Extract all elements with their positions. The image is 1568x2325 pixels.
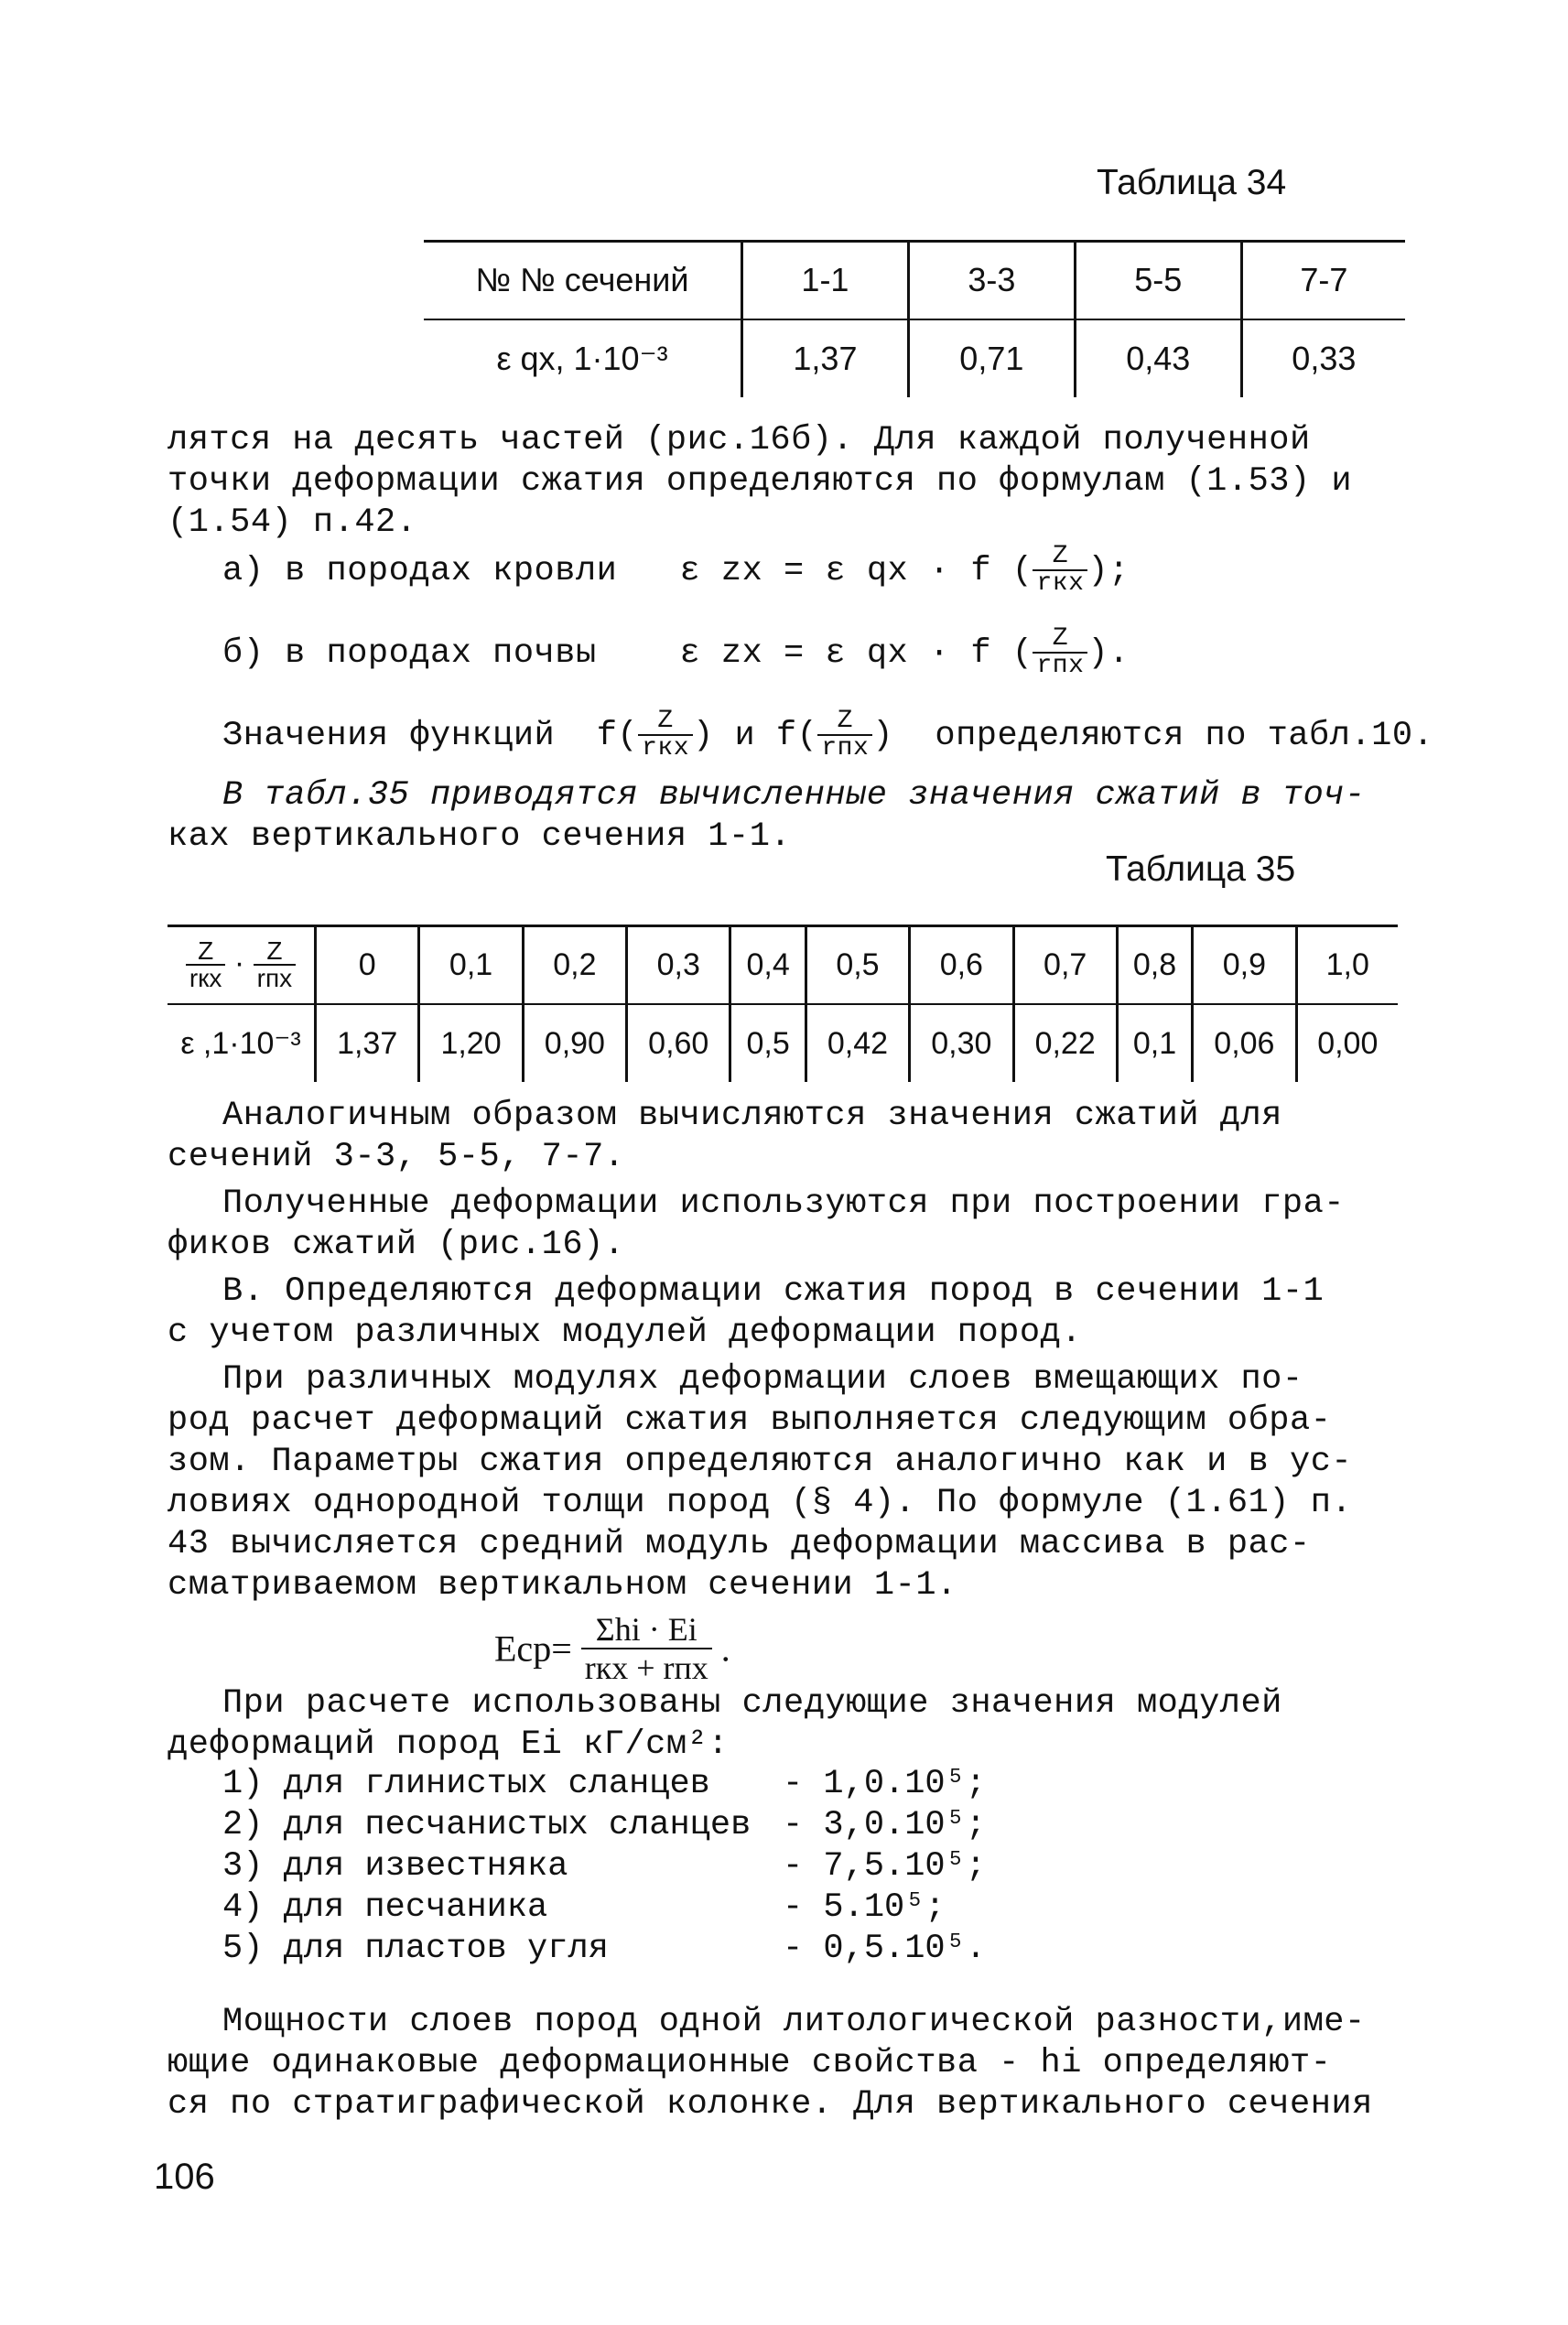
f2-den: rпx [821, 734, 870, 762]
para6-line1: При различных модулях деформации слоев вмещающих по- [222, 1360, 1303, 1399]
para6-line2: род расчет деформаций сжатия выполняется следующим обра- [168, 1401, 1332, 1440]
table34-col: 7-7 [1241, 242, 1405, 319]
table35-col: 0,2 [523, 926, 626, 1004]
table35-caption: Таблица 35 [1106, 849, 1296, 889]
para8-line3: ся по стратиграфической колонке. Для вертикального сечения [168, 2085, 1373, 2124]
table35-cell: 0,30 [910, 1004, 1013, 1082]
ecp-end: . [720, 1628, 730, 1670]
table35-cell: 0,5 [730, 1004, 806, 1082]
para7-line1: При расчете использованы следующие значения модулей [222, 1684, 1282, 1723]
table34-col: 1-1 [742, 242, 909, 319]
para1-line3: (1.54) п.42. [168, 503, 417, 542]
para5-line1: В. Определяются деформации сжатия пород в сечении 1-1 [222, 1272, 1325, 1311]
formula-b: б) в породах почвы ε zx = ε qx · f ( $\frac{Z}{\text{rпx}}$ ). [222, 624, 1130, 680]
para6-line6: сматриваемом вертикальном сечении 1-1. [168, 1566, 957, 1605]
table35-cell: 0,1 [1117, 1004, 1192, 1082]
para8-line1: Мощности слоев пород одной литологической разности,име- [222, 2003, 1366, 2041]
table35-col: 0,1 [419, 926, 523, 1004]
para1-line2: точки деформации сжатия определяются по формулам (1.53) и [168, 462, 1353, 501]
table35-col: 0,6 [910, 926, 1013, 1004]
table35-col: 0,7 [1013, 926, 1117, 1004]
f1-num: Z [638, 708, 693, 736]
para8-line2: ющие одинаковые деформационные свойства - hi определяют- [168, 2044, 1332, 2082]
t35-num1: Z [186, 938, 226, 966]
ecp-den: rкx + rпx [584, 1649, 708, 1686]
ecp-fraction [581, 1611, 712, 1686]
formula-a-den: rкx [1036, 569, 1085, 598]
table34-cell: 0,71 [908, 319, 1075, 397]
functions-start: Значения функций [222, 716, 556, 755]
moduli-item [222, 1765, 710, 1803]
table34 [424, 242, 1405, 397]
moduli-item-value: - 5.10⁵; [783, 1888, 946, 1927]
table35-col: 0 [316, 926, 419, 1004]
moduli-item-label: 4) для песчаника [222, 1888, 548, 1927]
f2-num: Z [817, 708, 872, 736]
t35-den1: rкx [189, 964, 222, 992]
ecp-formula [494, 1611, 730, 1686]
formula-b-fraction [1033, 626, 1087, 679]
formula-a-fraction [1033, 544, 1087, 597]
ecp-lhs: Eср= [494, 1628, 572, 1670]
moduli-item-label: 1) для глинистых сланцев [222, 1765, 710, 1803]
f2-fraction [817, 708, 872, 762]
table35-cell: 1,37 [316, 1004, 419, 1082]
formula-a-expr: ε zx = ε qx · f [679, 551, 992, 590]
f1-den: rкx [642, 734, 690, 762]
ecp-num: Σhi · Ei [581, 1611, 712, 1649]
table35-col: 0,3 [627, 926, 730, 1004]
table35-header-label [168, 926, 316, 1004]
moduli-item-value: - 7,5.10⁵; [783, 1847, 987, 1886]
moduli-item-value: - 0,5.10⁵. [783, 1930, 987, 1968]
table35-col: 0,4 [730, 926, 806, 1004]
t35-num2: Z [254, 938, 297, 966]
function-f2: f [775, 716, 797, 755]
formula-b-end: . [1108, 633, 1130, 673]
formula-b-den: rпx [1036, 652, 1085, 680]
para4-line2: фиков сжатий (рис.16). [168, 1226, 625, 1264]
t35-frac2 [254, 938, 297, 991]
table34-cell: 1,37 [742, 319, 909, 397]
para3-line2: сечений 3-3, 5-5, 7-7. [168, 1138, 625, 1176]
formula-b-expr: ε zx = ε qx · f [679, 633, 992, 673]
para5-line2: с учетом различных модулей деформации пород. [168, 1314, 1082, 1352]
table35-cell: 0,22 [1013, 1004, 1117, 1082]
function-f1: f [596, 716, 618, 755]
para2-line1: В табл.35 приводятся вычисленные значения сжатий в точ- [222, 776, 1366, 815]
para4-line1: Полученные деформации используются при построении гра- [222, 1184, 1345, 1223]
moduli-item-value: - 1,0.10⁵; [783, 1765, 987, 1803]
table34-caption: Таблица 34 [1097, 163, 1287, 202]
functions-and: и [734, 716, 756, 755]
table35 [168, 926, 1398, 1082]
table35-cell: 1,20 [419, 1004, 523, 1082]
table35-col: 0,5 [806, 926, 909, 1004]
moduli-item-label: 3) для известняка [222, 1847, 568, 1886]
table35-row-label: ε ,1·10⁻³ [180, 1026, 301, 1061]
page-number: 106 [154, 2157, 215, 2197]
functions-end: определяются по табл.10. [935, 716, 1434, 755]
table34-row-label: ε qx, 1·10⁻³ [496, 340, 668, 377]
para3-line1: Аналогичным образом вычисляются значения сжатий для [222, 1097, 1282, 1135]
functions-line: Значения функций f( $\frac{Z}{\text{rкx}}$ ) и f( $\frac{Z}{\text{rпx}}$ ) определяются по табл.10. [222, 707, 1434, 762]
table34-cell: 0,43 [1075, 319, 1241, 397]
para1-line1: лятся на десять частей (рис.16б). Для каждой полученной [168, 421, 1311, 460]
t35-sep: · [233, 945, 245, 980]
para6-line5: 43 вычисляется средний модуль деформации массива в рас- [168, 1525, 1311, 1563]
table35-cell: 0,06 [1193, 1004, 1296, 1082]
table35-cell: 0,42 [806, 1004, 909, 1082]
table34-cell: 0,33 [1241, 319, 1405, 397]
table35-cell: 0,00 [1296, 1004, 1398, 1082]
para2-line2: ках вертикального сечения 1-1. [168, 817, 792, 856]
para6-line3: зом. Параметры сжатия определяются аналогично как и в ус- [168, 1443, 1353, 1481]
table35-col: 0,9 [1193, 926, 1296, 1004]
formula-a-num: Z [1033, 544, 1087, 571]
formula-a: а) в породах кровли ε zx = ε qx · f ( $\frac{Z}{\text{rкx}}$ ); [222, 542, 1130, 598]
t35-den2: rпx [256, 964, 293, 992]
para7-line2: деформаций пород Ei кГ/см²: [168, 1725, 729, 1764]
moduli-item-label: 5) для пластов угля [222, 1930, 609, 1968]
table35-cell: 0,60 [627, 1004, 730, 1082]
formula-b-num: Z [1033, 626, 1087, 654]
moduli-item [222, 1930, 609, 1968]
para6-line4: ловиях однородной толщи пород (§ 4). По формуле (1.61) п. [168, 1484, 1353, 1522]
moduli-item [222, 1806, 751, 1844]
table35-cell: 0,90 [523, 1004, 626, 1082]
t35-frac1 [186, 938, 226, 991]
f1-fraction [638, 708, 693, 762]
moduli-item [222, 1888, 547, 1927]
formula-a-label: а) в породах кровли [222, 551, 618, 590]
table35-col: 0,8 [1117, 926, 1192, 1004]
formula-b-label: б) в породах почвы [222, 633, 597, 673]
table34-col: 3-3 [908, 242, 1075, 319]
moduli-item [222, 1847, 568, 1886]
moduli-item-label: 2) для песчанистых сланцев [222, 1806, 752, 1844]
moduli-item-value: - 3,0.10⁵; [783, 1806, 987, 1844]
table34-header-label: № № сечений [424, 242, 742, 319]
formula-a-end: ; [1108, 551, 1130, 590]
table34-col: 5-5 [1075, 242, 1241, 319]
table35-col: 1,0 [1296, 926, 1398, 1004]
